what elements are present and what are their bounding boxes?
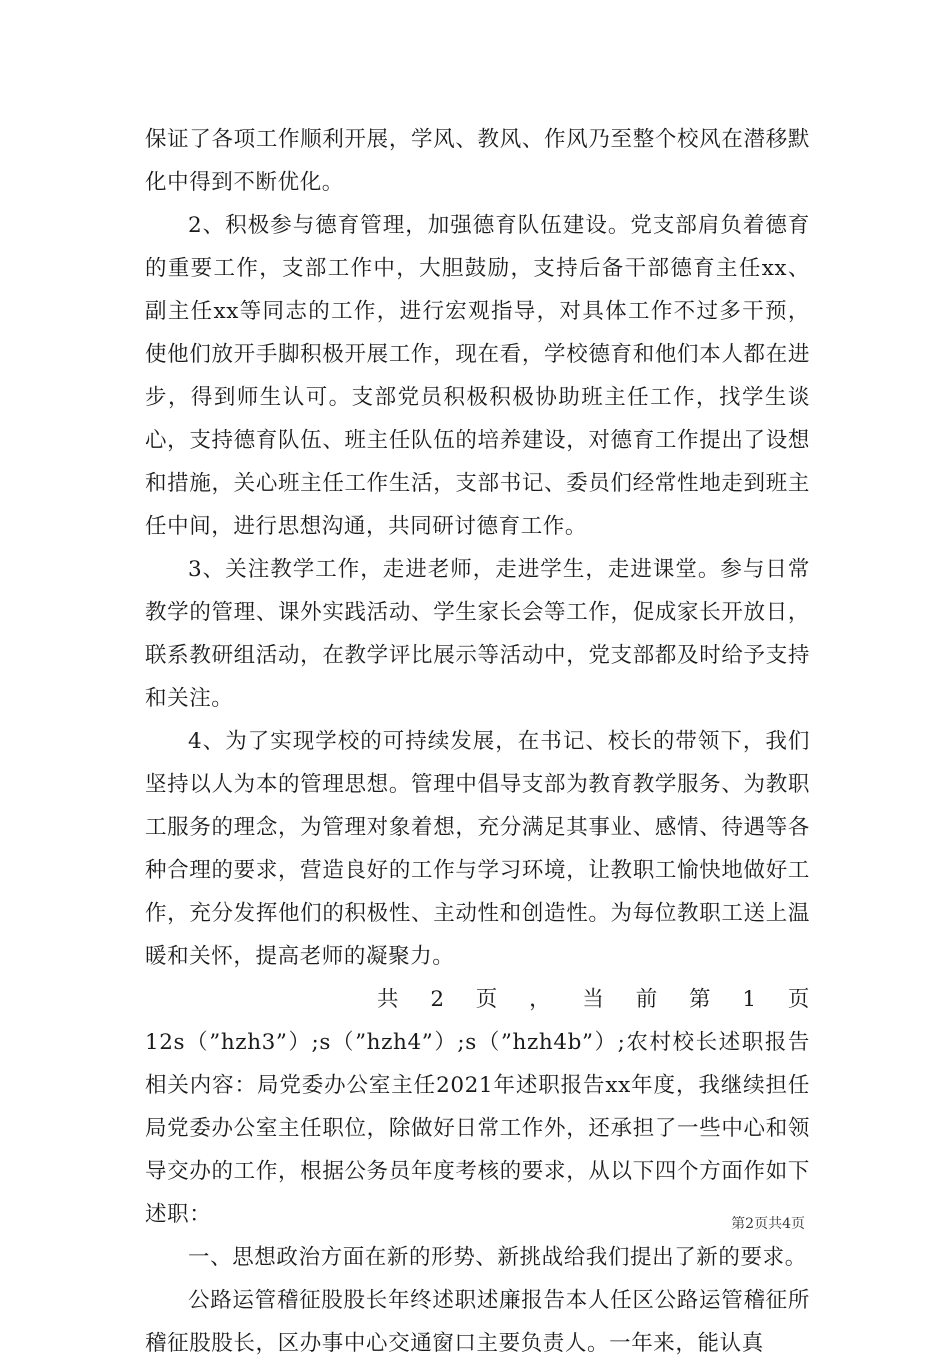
paragraph-2: 2、积极参与德育管理，加强德育队伍建设。党支部肩负着德育的重要工作，支部工作中，大胆鼓励，支持后备干部德育主任xx、副主任xx等同志的工作，进行宏观指导，对具体工作不过多干预，使他们放开手脚积极开展工作，现在看，学校德育和他们本人都在进步，得到师生认可。支部党员积极积极协助班主任工作，找学生谈心，支持德育队伍、班主任队伍的培养建设，对德育工作提出了设想和措施，关心班主任工作生活，支部书记、委员们经常性地走到班主任中间，进行思想沟通，共同研讨德育工作。 [145,213,810,539]
document-body [145,118,810,1365]
counter-char: 页 [475,987,498,1012]
counter-char: 1 [742,987,757,1012]
counter-char: 2 [430,987,445,1012]
page-footer: 第2页共4页 [731,1216,805,1232]
inline-page-counter [145,978,810,1021]
counter-char: 共 [377,987,400,1012]
paragraph-4: 4、为了实现学校的可持续发展，在书记、校长的带领下，我们坚持以人为本的管理思想。管理中倡导支部为教育教学服务、为教职工服务的理念，为管理对象着想，充分满足其事业、感情、待遇等各种合理的要求，营造良好的工作与学习环境，让教职工愉快地做好工作，充分发挥他们的积极性、主动性和创造性。为每位教职工送上温暖和关怀，提高老师的凝聚力。 [145,729,810,969]
paragraph-5: 一、思想政治方面在新的形势、新挑战给我们提出了新的要求。 [188,1245,807,1270]
paragraph-3: 3、关注教学工作，走进老师，走进学生，走进课堂。参与日常教学的管理、课外实践活动、学生家长会等工作，促成家长开放日，联系教研组活动，在教学评比展示等活动中，党支部都及时给予支持和关注。 [145,557,810,711]
counter-char: 前 [635,987,658,1012]
counter-char: 当 [582,987,605,1012]
continuation-paragraph: 12s（”hzh3”）;s（”hzh4”）;s（”hzh4b”）;农村校长述职报告相关内容：局党委办公室主任2021年述职报告xx年度，我继续担任局党委办公室主任职位，除做好日常工作外，还承担了一些中心和领导交办的工作，根据公务员年度考核的要求，从以下四个方面作如下述职： [145,1030,810,1227]
counter-char: ， [529,987,552,1012]
paragraph-1: 保证了各项工作顺利开展，学风、教风、作风乃至整个校风在潜移默化中得到不断优化。 [145,127,810,195]
paragraph-6: 公路运管稽征股股长年终述职述廉报告本人任区公路运管稽征所稽征股股长，区办事中心交通窗口主要负责人。一年来，能认真 [145,1288,810,1356]
counter-char: 第 [689,987,712,1012]
counter-char: 页 [787,987,810,1012]
